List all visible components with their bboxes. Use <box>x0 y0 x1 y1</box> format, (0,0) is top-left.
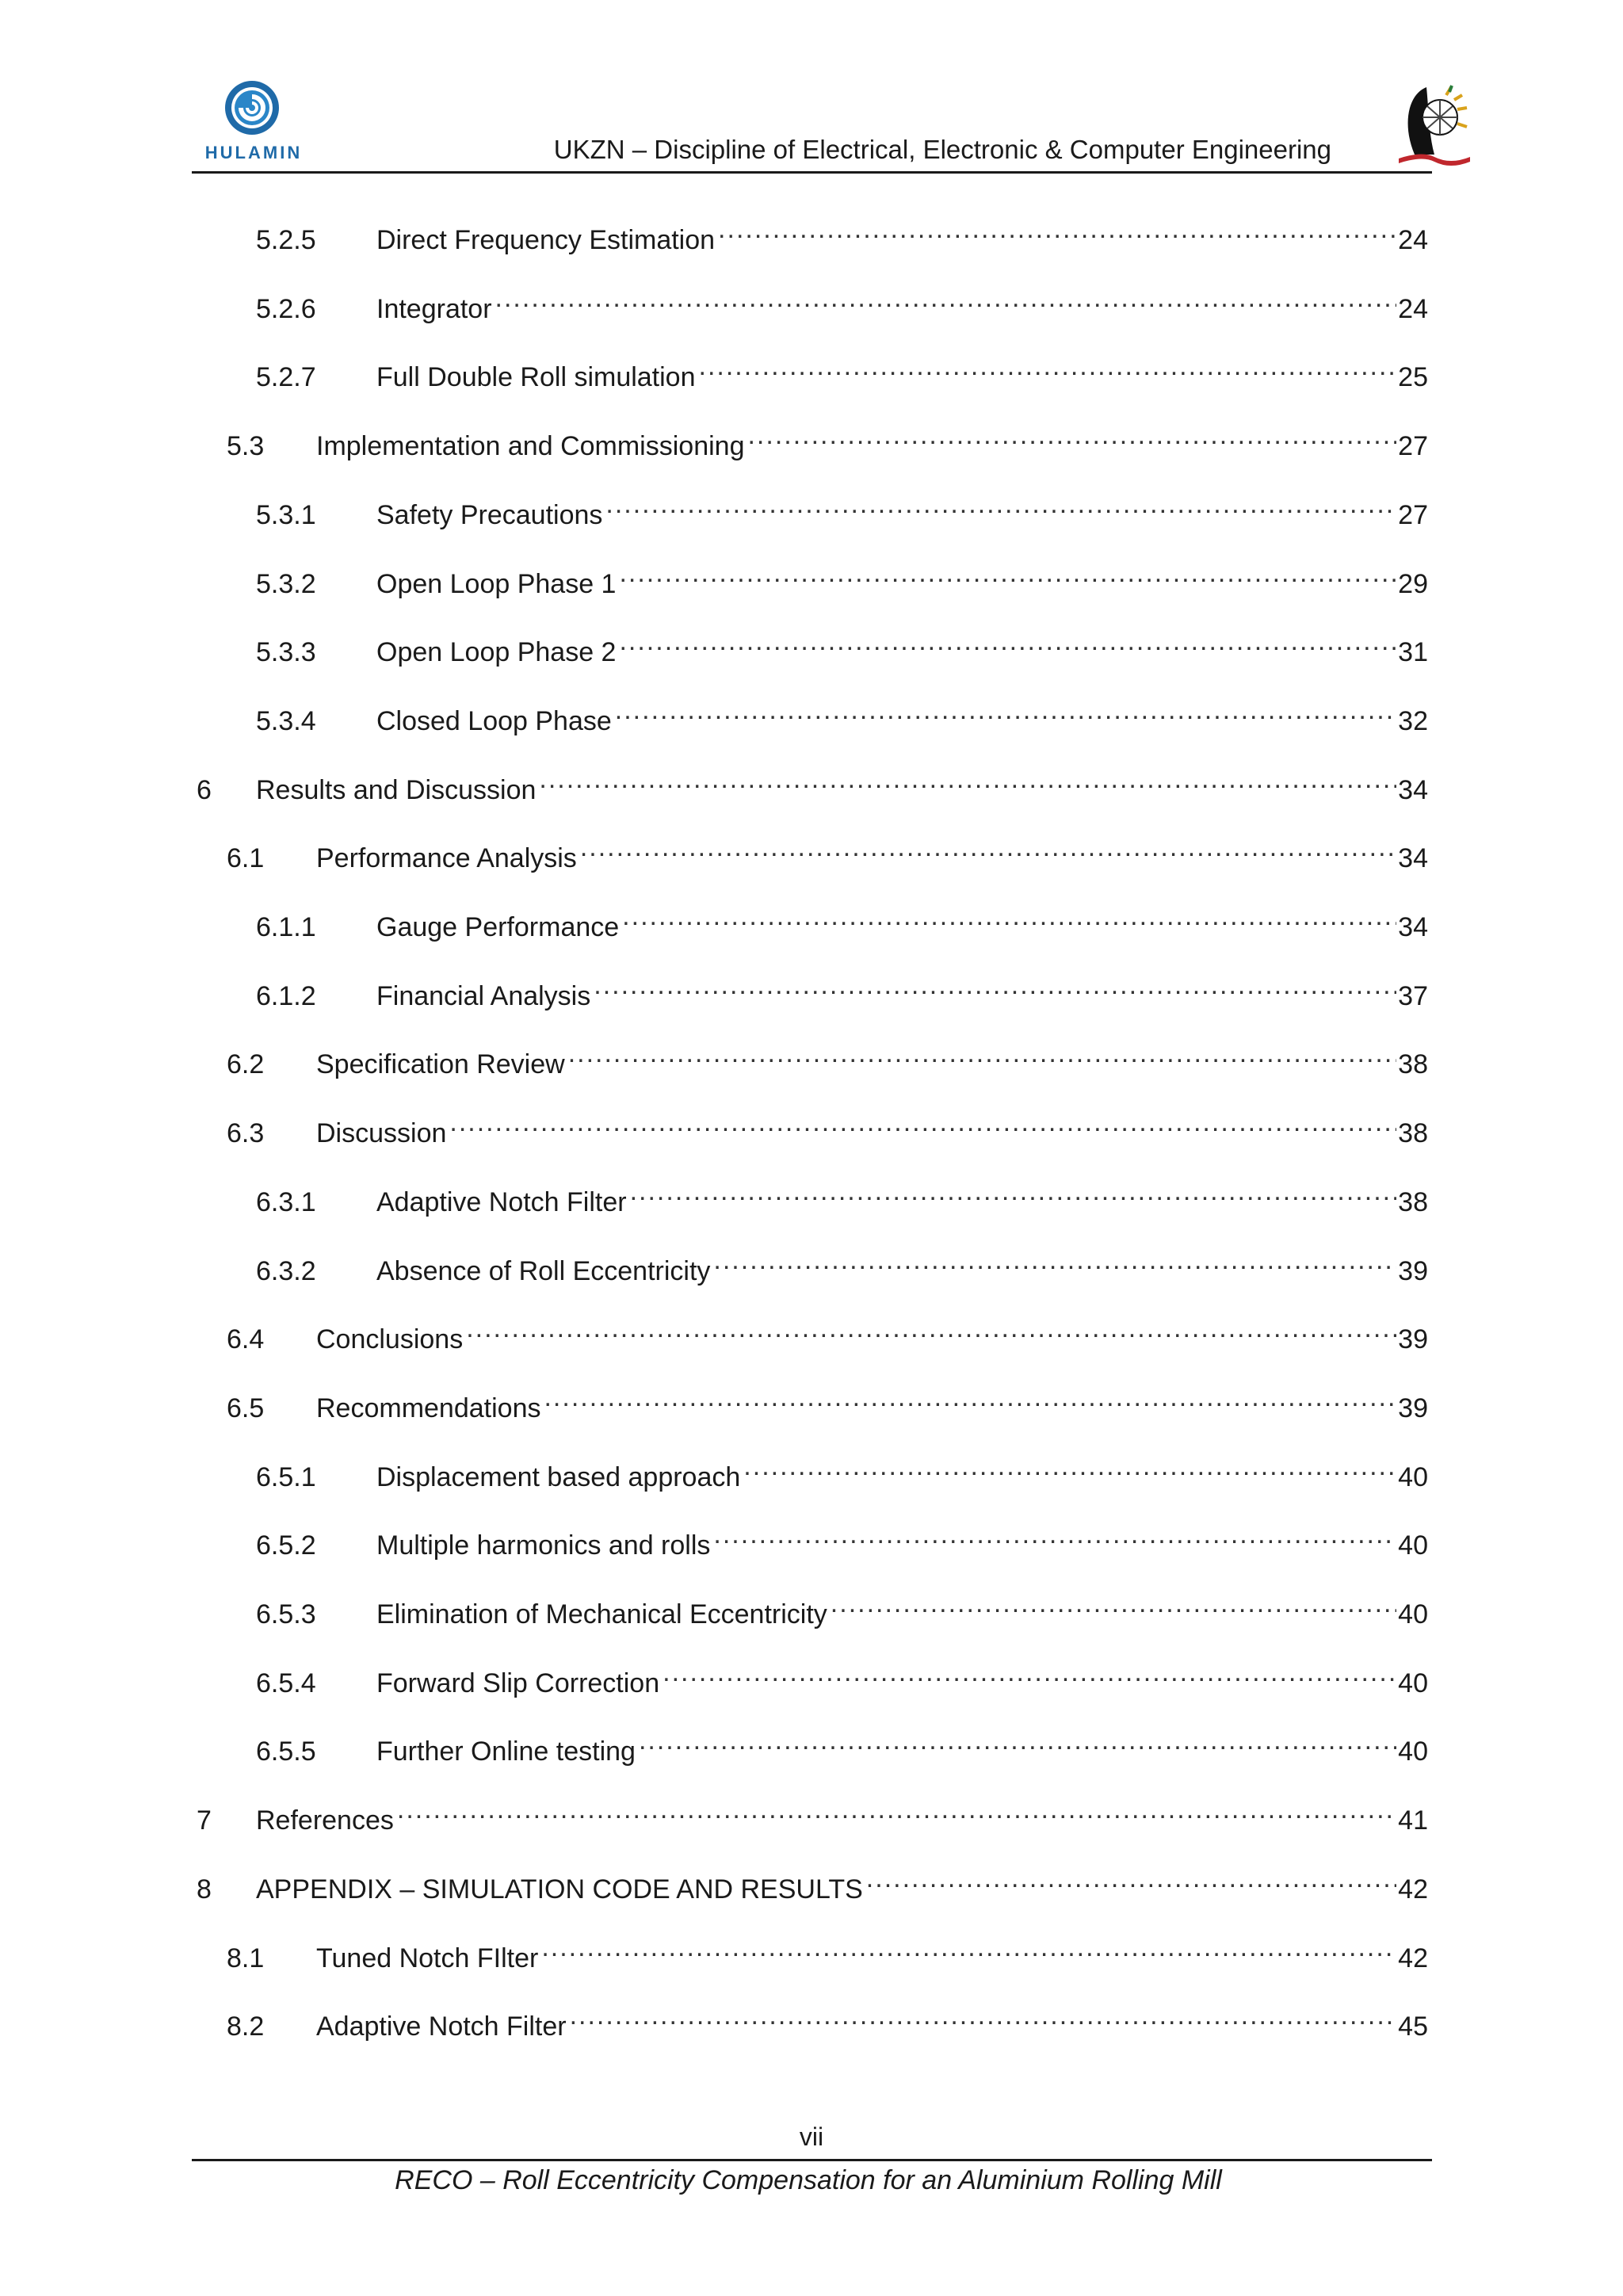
toc-entry-page: 37 <box>1398 981 1428 1011</box>
toc-entry-page: 32 <box>1398 706 1428 736</box>
toc-entry-page: 38 <box>1398 1187 1428 1217</box>
toc-dot-leader <box>580 827 1396 867</box>
toc-entry-title: Discussion <box>316 1118 447 1148</box>
toc-entry-page: 45 <box>1398 2011 1428 2042</box>
toc-entry-page: 39 <box>1398 1393 1428 1423</box>
toc-entry-number: 5.3.1 <box>256 500 316 530</box>
toc-entry[interactable] <box>256 346 1428 392</box>
toc-entry-number: 5.3.4 <box>256 706 316 736</box>
toc-entry-page: 40 <box>1398 1462 1428 1492</box>
toc-entry[interactable] <box>256 965 1428 1011</box>
toc-entry-number: 6.5.4 <box>256 1668 316 1698</box>
toc-entry[interactable] <box>256 1652 1428 1698</box>
toc-entry-number: 6.1 <box>227 843 265 873</box>
toc-entry-title: Open Loop Phase 1 <box>376 569 617 599</box>
toc-entry-number: 6.1.2 <box>256 981 316 1011</box>
toc-entry-title: Integrator <box>376 294 492 324</box>
toc-entry[interactable] <box>227 1996 1428 2042</box>
toc-entry[interactable] <box>197 1790 1428 1836</box>
toc-entry-number: 6.2 <box>227 1049 265 1079</box>
toc-dot-leader <box>619 621 1396 661</box>
toc-dot-leader <box>466 1308 1396 1348</box>
toc-entry[interactable] <box>227 827 1428 873</box>
toc-entry-number: 5.3 <box>227 431 265 461</box>
toc-dot-leader <box>605 484 1396 524</box>
toc-entry-title: Conclusions <box>316 1324 464 1354</box>
toc-entry-title: Implementation and Commissioning <box>316 431 745 461</box>
hulamin-logo <box>198 79 309 166</box>
footer-divider <box>192 2159 1432 2161</box>
toc-entry[interactable] <box>256 1515 1428 1561</box>
toc-entry-number: 6.5.1 <box>256 1462 316 1492</box>
toc-entry-title: Recommendations <box>316 1393 541 1423</box>
toc-entry-page: 40 <box>1398 1736 1428 1767</box>
toc-dot-leader <box>544 1377 1396 1417</box>
toc-dot-leader <box>866 1859 1396 1898</box>
toc-entry-title: Performance Analysis <box>316 843 577 873</box>
toc-entry-number: 5.3.3 <box>256 637 316 667</box>
toc-dot-leader <box>495 278 1397 318</box>
toc-dot-leader <box>570 1996 1397 2035</box>
toc-entry[interactable] <box>256 1584 1428 1629</box>
toc-entry-page: 34 <box>1398 843 1428 873</box>
toc-entry-page: 40 <box>1398 1668 1428 1698</box>
toc-entry[interactable] <box>227 415 1428 461</box>
toc-entry-number: 6.3.1 <box>256 1187 316 1217</box>
toc-entry-page: 38 <box>1398 1118 1428 1148</box>
toc-entry-title: Gauge Performance <box>376 912 620 942</box>
toc-entry[interactable] <box>256 896 1428 942</box>
toc-entry-title: Displacement based approach <box>376 1462 741 1492</box>
toc-entry-number: 8 <box>197 1874 212 1904</box>
toc-entry-title: Multiple harmonics and rolls <box>376 1530 711 1561</box>
toc-entry-number: 6 <box>197 775 212 805</box>
page-number: vii <box>799 2122 824 2151</box>
toc-entry-title: Adaptive Notch Filter <box>376 1187 627 1217</box>
toc-dot-leader <box>639 1721 1396 1760</box>
toc-entry-number: 5.2.5 <box>256 225 316 255</box>
toc-dot-leader <box>539 759 1396 799</box>
toc-entry-number: 8.2 <box>227 2011 265 2042</box>
toc-entry-number: 5.2.7 <box>256 362 316 392</box>
toc-entry-page: 29 <box>1398 569 1428 599</box>
toc-entry-number: 7 <box>197 1805 212 1836</box>
hulamin-logo-text: HULAMIN <box>204 143 303 162</box>
footer-caption: RECO – Roll Eccentricity Compensation for an Aluminium Rolling Mill <box>395 2165 1222 2195</box>
toc-entry-number: 6.1.1 <box>256 912 316 942</box>
toc-entry-page: 27 <box>1398 431 1428 461</box>
toc-entry[interactable] <box>256 1721 1428 1767</box>
toc-entry[interactable] <box>256 690 1428 736</box>
toc-entry[interactable] <box>256 1240 1428 1286</box>
header-title: UKZN – Discipline of Electrical, Electronic & Computer Engineering <box>553 135 1331 164</box>
toc-dot-leader <box>541 1927 1396 1967</box>
toc-dot-leader <box>718 209 1396 249</box>
toc-entry-page: 42 <box>1398 1874 1428 1904</box>
toc-entry[interactable] <box>256 484 1428 530</box>
toc-dot-leader <box>699 346 1397 386</box>
toc-entry[interactable] <box>256 553 1428 599</box>
toc-dot-leader <box>713 1240 1396 1280</box>
toc-dot-leader <box>713 1515 1396 1554</box>
toc-entry-title: Absence of Roll Eccentricity <box>376 1256 711 1286</box>
toc-entry[interactable] <box>227 1033 1428 1079</box>
toc-entry[interactable] <box>197 759 1428 805</box>
toc-entry-title: Full Double Roll simulation <box>376 362 696 392</box>
toc-entry-title: References <box>256 1805 394 1836</box>
toc-dot-leader <box>568 1033 1396 1073</box>
toc-dot-leader <box>747 415 1396 455</box>
toc-entry-page: 34 <box>1398 775 1428 805</box>
toc-entry-page: 41 <box>1398 1805 1428 1836</box>
toc-entry[interactable] <box>256 1171 1428 1217</box>
toc-entry-number: 5.3.2 <box>256 569 316 599</box>
toc-dot-leader <box>449 1102 1396 1142</box>
toc-entry[interactable] <box>256 621 1428 667</box>
toc-entry-number: 6.3.2 <box>256 1256 316 1286</box>
toc-entry-page: 42 <box>1398 1943 1428 1973</box>
toc-entry-title: Adaptive Notch Filter <box>316 2011 567 2042</box>
toc-entry-page: 25 <box>1398 362 1428 392</box>
toc-entry-number: 6.3 <box>227 1118 265 1148</box>
toc-entry[interactable] <box>227 1927 1428 1973</box>
toc-entry[interactable] <box>227 1377 1428 1423</box>
toc-dot-leader <box>622 896 1396 936</box>
toc-entry-title: Results and Discussion <box>256 775 537 805</box>
toc-entry[interactable] <box>227 1102 1428 1148</box>
header-divider <box>192 171 1432 174</box>
toc-dot-leader <box>831 1584 1396 1623</box>
toc-dot-leader <box>397 1790 1396 1829</box>
toc-entry-title: Safety Precautions <box>376 500 603 530</box>
ukzn-crest-icon <box>1391 79 1478 174</box>
toc-entry-title: Tuned Notch FIlter <box>316 1943 539 1973</box>
toc-dot-leader <box>615 690 1396 730</box>
toc-entry-page: 39 <box>1398 1256 1428 1286</box>
toc-entry-number: 6.5.2 <box>256 1530 316 1561</box>
toc-entry-page: 38 <box>1398 1049 1428 1079</box>
toc-entry-title: Closed Loop Phase <box>376 706 612 736</box>
toc-entry-page: 31 <box>1398 637 1428 667</box>
toc-entry-title: APPENDIX – SIMULATION CODE AND RESULTS <box>256 1874 863 1904</box>
toc-entry-page: 27 <box>1398 500 1428 530</box>
toc-dot-leader <box>630 1171 1397 1211</box>
toc-entry-page: 39 <box>1398 1324 1428 1354</box>
toc-entry[interactable] <box>256 1446 1428 1492</box>
toc-entry[interactable] <box>256 209 1428 255</box>
toc-entry-number: 6.4 <box>227 1324 265 1354</box>
toc-entry-number: 5.2.6 <box>256 294 316 324</box>
toc-dot-leader <box>619 553 1396 593</box>
hulamin-swirl-logo-icon <box>223 79 281 136</box>
toc-entry[interactable] <box>227 1308 1428 1354</box>
toc-entry[interactable] <box>197 1859 1428 1904</box>
toc-entry-title: Open Loop Phase 2 <box>376 637 617 667</box>
toc-entry-number: 6.5 <box>227 1393 265 1423</box>
toc-entry-title: Financial Analysis <box>376 981 591 1011</box>
toc-entry-title: Further Online testing <box>376 1736 636 1767</box>
toc-dot-leader <box>663 1652 1396 1692</box>
toc-entry-page: 24 <box>1398 294 1428 324</box>
toc-entry-page: 40 <box>1398 1530 1428 1561</box>
toc-entry-title: Specification Review <box>316 1049 565 1079</box>
toc-dot-leader <box>594 965 1396 1005</box>
toc-entry-number: 6.5.5 <box>256 1736 316 1767</box>
toc-entry-title: Forward Slip Correction <box>376 1668 660 1698</box>
toc-entry-page: 40 <box>1398 1599 1428 1629</box>
ukzn-crest-logo <box>1391 79 1478 174</box>
toc-entry-title: Direct Frequency Estimation <box>376 225 716 255</box>
toc-entry-page: 34 <box>1398 912 1428 942</box>
toc-entry[interactable] <box>256 278 1428 324</box>
toc-entry-page: 24 <box>1398 225 1428 255</box>
toc-dot-leader <box>743 1446 1396 1486</box>
toc-entry-title: Elimination of Mechanical Eccentricity <box>376 1599 827 1629</box>
toc-entry-number: 6.5.3 <box>256 1599 316 1629</box>
toc-entry-number: 8.1 <box>227 1943 265 1973</box>
